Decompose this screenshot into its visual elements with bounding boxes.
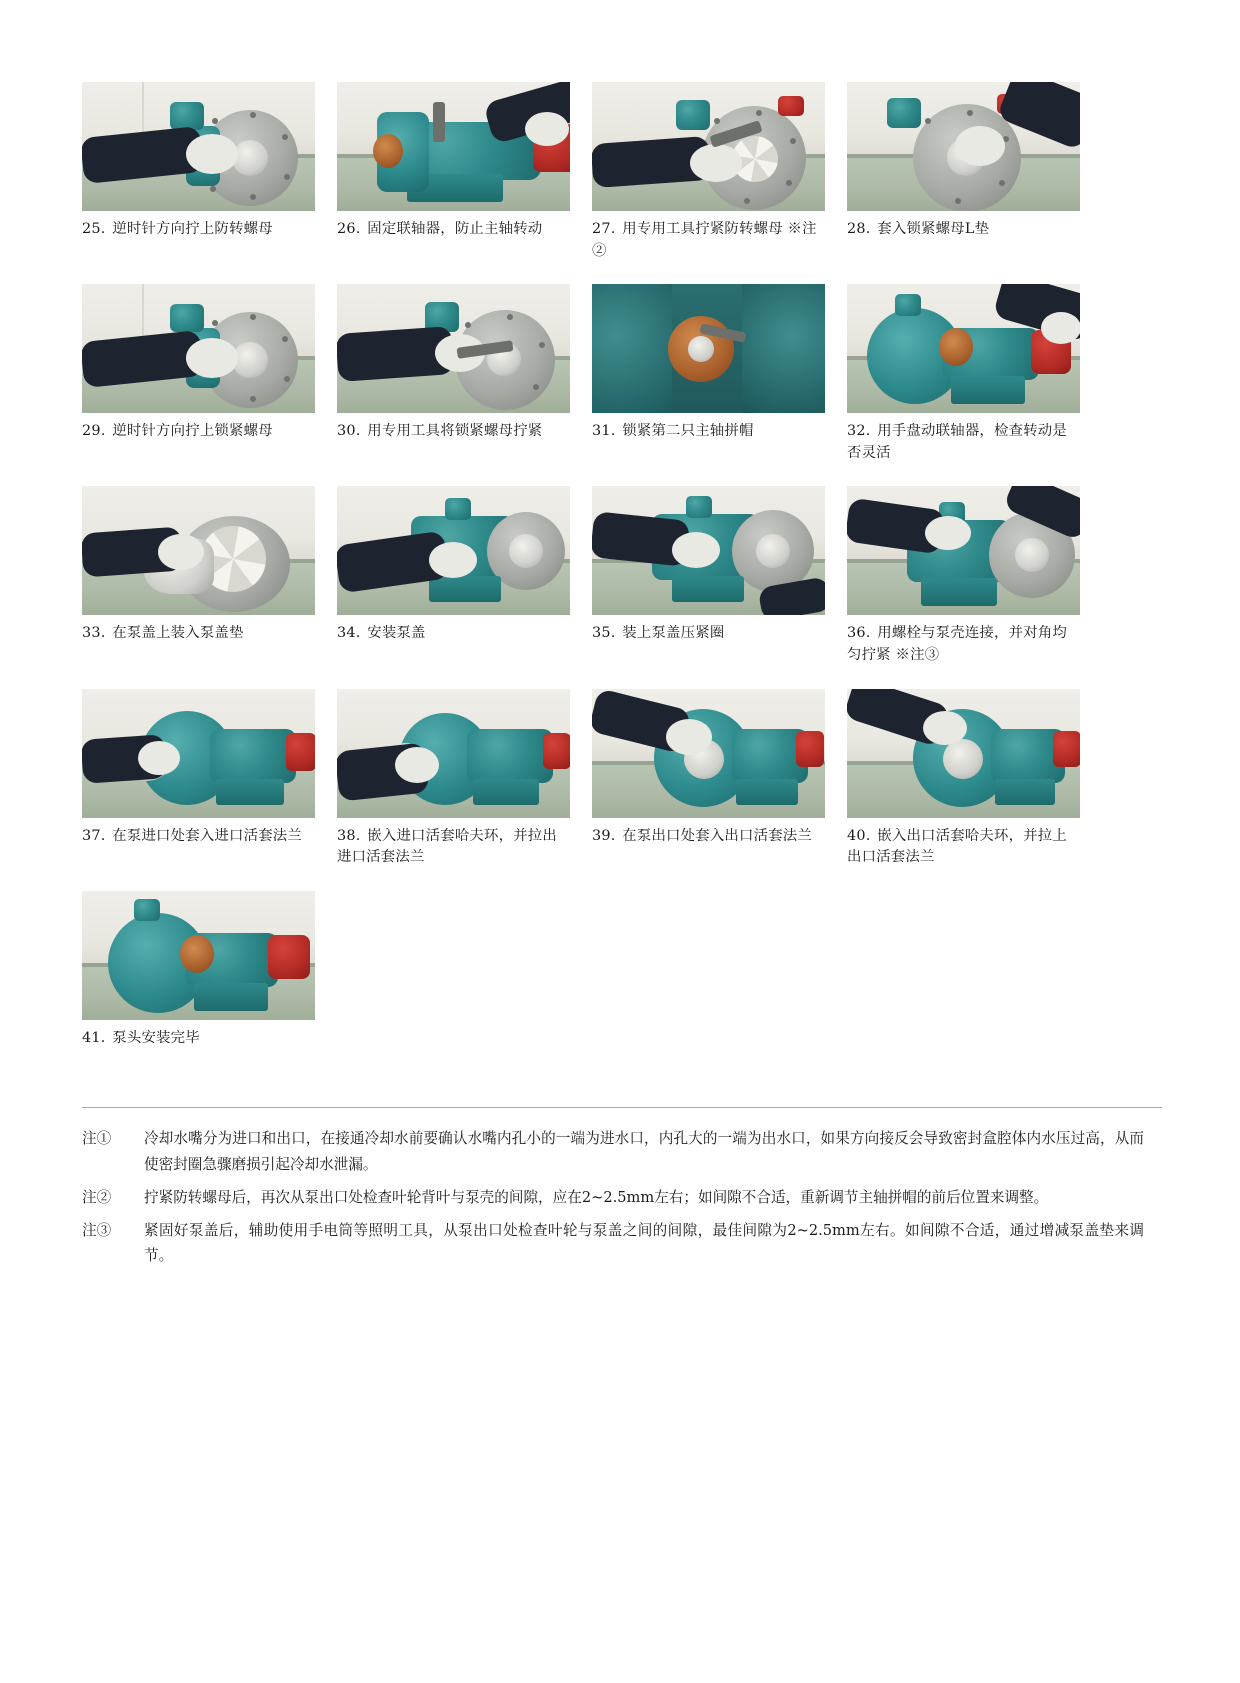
step-photo-40 <box>847 689 1080 818</box>
notes-divider <box>82 1107 1162 1108</box>
note-text: 紧固好泵盖后，辅助使用手电筒等照明工具，从泵出口处检查叶轮与泵盖之间的间隙，最佳间隙为2~2.5mm左右。如间隙不合适，通过增减泵盖垫来调节。 <box>144 1221 1144 1264</box>
step-item <box>592 689 825 869</box>
step-caption: 39. 在泵出口处套入出口活套法兰 <box>592 827 812 844</box>
step-photo-25 <box>82 82 315 211</box>
step-item <box>337 82 570 262</box>
note-text: 拧紧防转螺母后，再次从泵出口处检查叶轮背叶与泵壳的间隙，应在2~2.5mm左右；如间隙不合适，重新调节主轴拼帽的前后位置来调整。 <box>144 1188 1049 1206</box>
step-photo-37 <box>82 689 315 818</box>
note-label: 注① <box>82 1130 112 1148</box>
step-grid <box>82 82 1162 1071</box>
step-caption: 29. 逆时针方向拧上锁紧螺母 <box>82 423 273 440</box>
step-item <box>82 82 315 262</box>
step-caption: 34. 安装泵盖 <box>337 625 426 642</box>
note-item <box>82 1218 1162 1268</box>
step-photo-33 <box>82 486 315 615</box>
step-item <box>82 891 315 1050</box>
step-photo-39 <box>592 689 825 818</box>
step-item <box>337 284 570 464</box>
step-item <box>847 284 1080 464</box>
step-item <box>592 486 825 666</box>
step-caption: 31. 锁紧第二只主轴拼帽 <box>592 423 754 440</box>
note-label: 注② <box>82 1188 112 1206</box>
step-photo-38 <box>337 689 570 818</box>
step-caption: 33. 在泵盖上装入泵盖垫 <box>82 625 244 642</box>
step-caption: 38. 嵌入进口活套哈夫环，并拉出进口活套法兰 <box>337 827 557 866</box>
step-caption: 26. 固定联轴器，防止主轴转动 <box>337 221 543 237</box>
step-caption: 27. 用专用工具拧紧防转螺母 ※注② <box>592 221 817 259</box>
step-caption: 37. 在泵进口处套入进口活套法兰 <box>82 827 302 844</box>
step-caption: 32. 用手盘动联轴器，检查转动是否灵活 <box>847 423 1067 461</box>
step-photo-32 <box>847 284 1080 413</box>
step-photo-41 <box>82 891 315 1020</box>
step-item <box>592 82 825 262</box>
step-caption: 41. 泵头安装完毕 <box>82 1029 200 1046</box>
step-photo-31 <box>592 284 825 413</box>
step-caption: 28. 套入锁紧螺母L垫 <box>847 221 990 237</box>
step-photo-26 <box>337 82 570 211</box>
note-label: 注③ <box>82 1221 112 1239</box>
step-photo-29 <box>82 284 315 413</box>
note-text: 冷却水嘴分为进口和出口，在接通冷却水前要确认水嘴内孔小的一端为进水口，内孔大的一端为出水口，如果方向接反会导致密封盒腔体内水压过高，从而使密封圈急骤磨损引起冷却水泄漏。 <box>144 1130 1144 1173</box>
step-item <box>82 689 315 869</box>
note-item <box>82 1185 1162 1210</box>
step-caption: 25. 逆时针方向拧上防转螺母 <box>82 221 273 237</box>
step-caption: 35. 装上泵盖压紧圈 <box>592 625 725 642</box>
step-item <box>592 284 825 464</box>
step-item <box>847 82 1080 262</box>
step-item <box>82 486 315 666</box>
step-caption: 40. 嵌入出口活套哈夫环，并拉上出口活套法兰 <box>847 827 1067 866</box>
step-caption: 30. 用专用工具将锁紧螺母拧紧 <box>337 423 543 440</box>
step-photo-34 <box>337 486 570 615</box>
step-caption: 36. 用螺栓与泵壳连接，并对角均匀拧紧 ※注③ <box>847 625 1067 664</box>
step-photo-27 <box>592 82 825 211</box>
notes-section <box>82 1126 1162 1267</box>
step-item <box>337 689 570 869</box>
note-item <box>82 1126 1162 1176</box>
step-photo-35 <box>592 486 825 615</box>
step-photo-36 <box>847 486 1080 615</box>
step-photo-30 <box>337 284 570 413</box>
step-item <box>82 284 315 464</box>
step-item <box>337 486 570 666</box>
step-item <box>847 486 1080 666</box>
step-photo-28 <box>847 82 1080 211</box>
step-item <box>847 689 1080 869</box>
